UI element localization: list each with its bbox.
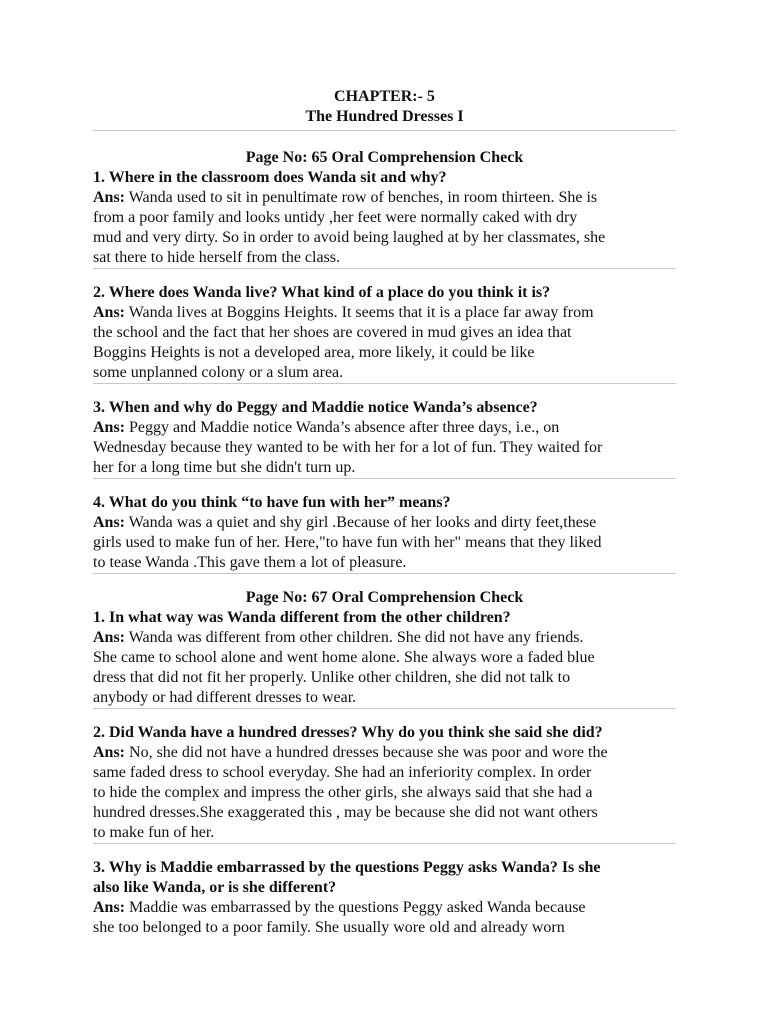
title-divider [93,130,676,131]
answer-label: Ans: [93,629,126,646]
answer-label: Ans: [93,514,126,531]
section-heading: Page No: 67 Oral Comprehension Check [245,589,524,606]
answer-line: to make fun of her. [93,824,215,841]
answer-line: the school and the fact that her shoes are covered in mud gives an idea that [93,324,572,341]
answer-line: she too belonged to a poor family. She usually wore old and already worn [93,919,565,936]
qa-divider [93,478,676,479]
qa-divider [93,843,676,844]
chapter-title: The Hundred Dresses I [305,108,464,125]
answer-line: her for a long time but she didn't turn up. [93,459,356,476]
qa-divider [93,383,676,384]
answer-line: some unplanned colony or a slum area. [93,364,344,381]
answer-line [93,628,676,648]
answer-line: girls used to make fun of her. Here,"to have fun with her" means that they liked [93,534,602,551]
answer-line: Boggins Heights is not a developed area, more likely, it could be like [93,344,535,361]
answer-line [93,898,676,918]
qa-item [93,493,676,573]
question-text: 4. What do you think “to have fun with her” means? [93,494,451,511]
answer-text: Wanda was a quiet and shy girl .Because of her looks and dirty feet,these [125,514,597,531]
answer-label: Ans: [93,899,126,916]
section-page-65 [93,148,676,574]
answer-text: No, she did not have a hundred dresses because she was poor and wore the [125,744,608,761]
answer-line [93,303,676,323]
answer-line: Wednesday because they wanted to be with her for a lot of fun. They waited for [93,439,603,456]
answer-line [93,418,676,438]
answer-text: Peggy and Maddie notice Wanda’s absence after three days, i.e., on [125,419,560,436]
qa-item [93,398,676,478]
answer-line [93,743,676,763]
answer-label: Ans: [93,304,126,321]
answer-line: to tease Wanda .This gave them a lot of pleasure. [93,554,407,571]
answer-line: She came to school alone and went home alone. She always wore a faded blue [93,649,595,666]
answer-label: Ans: [93,419,126,436]
section-page-67 [93,588,676,938]
answer-line: hundred dresses.She exaggerated this , may be because she did not want others [93,804,598,821]
answer-line: sat there to hide herself from the class. [93,249,341,266]
answer-line: anybody or had different dresses to wear. [93,689,357,706]
qa-divider [93,573,676,574]
answer-line: dress that did not fit her properly. Unlike other children, she did not talk to [93,669,571,686]
answer-label: Ans: [93,744,126,761]
answer-line [93,513,676,533]
question-text: 1. Where in the classroom does Wanda sit and why? [93,169,447,186]
answer-text: Wanda lives at Boggins Heights. It seems that it is a place far away from [125,304,594,321]
question-text: 2. Did Wanda have a hundred dresses? Why do you think she said she did? [93,724,603,741]
answer-text: Maddie was embarrassed by the questions Peggy asked Wanda because [125,899,586,916]
question-text: also like Wanda, or is she different? [93,879,337,896]
answer-line: to hide the complex and impress the other girls, she always said that she had a [93,784,593,801]
qa-divider [93,268,676,269]
qa-item [93,283,676,383]
question-text: 1. In what way was Wanda different from the other children? [93,609,511,626]
answer-text: Wanda was different from other children. She did not have any friends. [125,629,584,646]
question-text: 2. Where does Wanda live? What kind of a place do you think it is? [93,284,551,301]
answer-line: from a poor family and looks untidy ,her feet were normally caked with dry [93,209,578,226]
answer-line [93,188,676,208]
answer-line: same faded dress to school everyday. She had an inferiority complex. In order [93,764,592,781]
qa-divider [93,708,676,709]
answer-text: Wanda used to sit in penultimate row of benches, in room thirteen. She is [125,189,598,206]
qa-item [93,168,676,268]
qa-item [93,858,676,938]
answer-label: Ans: [93,189,126,206]
question-text: 3. When and why do Peggy and Maddie notice Wanda’s absence? [93,399,538,416]
chapter-label: CHAPTER:- 5 [334,88,435,105]
section-heading: Page No: 65 Oral Comprehension Check [245,149,524,166]
qa-item [93,723,676,843]
document-content [93,87,676,938]
answer-line: mud and very dirty. So in order to avoid being laughed at by her classmates, she [93,229,606,246]
question-text: 3. Why is Maddie embarrassed by the questions Peggy asks Wanda? Is she [93,859,601,876]
qa-item [93,608,676,708]
